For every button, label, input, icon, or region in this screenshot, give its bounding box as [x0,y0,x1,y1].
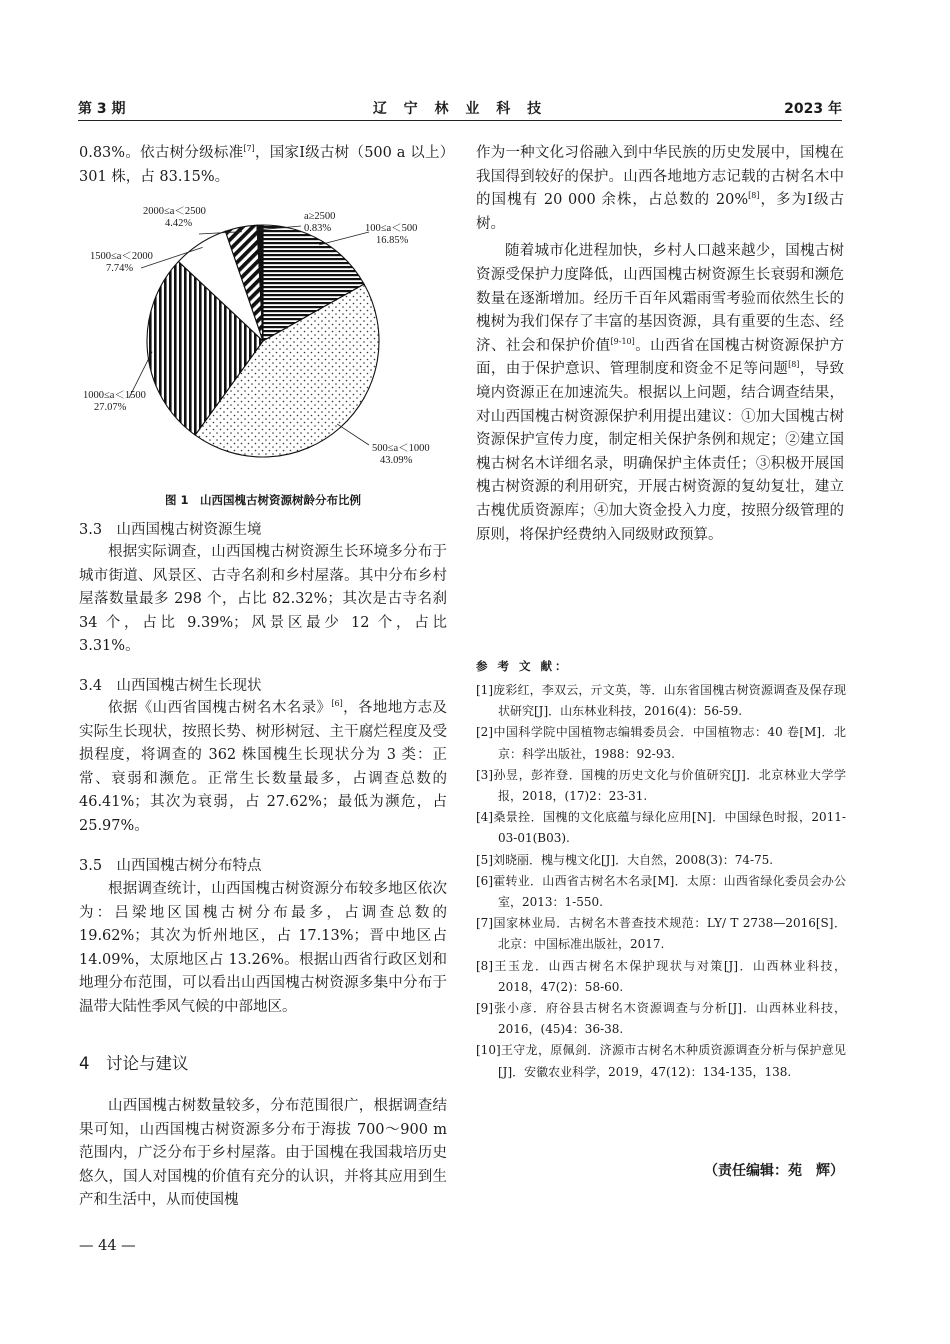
citation: [9-10] [610,336,635,346]
citation: [8] [788,360,800,370]
reference-item: [2]中国科学院中国植物志编辑委员会．中国植物志：40 卷[M]．北京：科学出版社，1988：92-93. [476,725,846,761]
section-3-5-body: 根据调查统计，山西国槐古树资源分布较多地区依次为：吕梁地区国槐古树分布最多，占调查总数的 19.62%；其次为忻州地区，占 17.13%；晋中地区占 14.09%，太原地区占 13.26%。根据山西省行政区划和地理分布范围，可以看出山西国槐古树资源多集中分布于温带大陆性季风气候的中部地区。 [79,881,447,1015]
section-4-body: 山西国槐古树数量较多，分布范围很广，根据调查结果可知，山西国槐古树资源多分布于海拔 700～900 m 范围内，广泛分布于乡村屋落。由于国槐在我国栽培历史悠久，国人对国槐的价值有充分的认识，并将其应用到生产和生活中，从而使国槐 [79,1098,447,1209]
section-3-3-title: 3.3 山西国槐古树资源生境 [79,522,262,538]
citation: [7] [243,144,255,154]
reference-item: [5]刘晓丽．槐与槐文化[J]．大自然，2008(3)：74-75. [476,852,774,867]
year-label: 2023 年 [784,101,842,117]
section-4-title: 4 讨论与建议 [79,1054,189,1073]
citation: [8] [748,191,760,201]
references-title: 参 考 文 献： [476,659,570,673]
slice-label-2000-2500: 2000≤a＜2500 4.42% [143,206,206,229]
journal-name: 辽 宁 林 业 科 技 [372,101,548,117]
pie-chart-figure [79,190,447,490]
left-intro: 0.83%。依古树分级标准[7]，国家Ⅰ级古树（500 a 以上）301 株，占 83.15%。 [79,144,447,185]
section-3-4-body: 依据《山西省国槐古树名木名录》[6]，各地地方志及实际生长现状，按照长势、树形树冠、主干腐烂程度及受损程度，将调查的 362 株国槐生长现状分为 3 类：正常、衰弱和濒危。正常生长数量最多，占调查总数的 46.41%；其次为衰弱，占 27.62%；最低为濒危，占 25.97%。 [79,699,448,834]
leader-line [337,424,369,445]
reference-item: [4]桑景拴．国槐的文化底蕴与绿化应用[N]．中国绿色时报，2011-03-01(B03). [476,810,846,846]
reference-item: [6]霍转业．山西省古树名木名录[M]．太原：山西省绿化委员会办公室，2013：1-550. [476,873,846,910]
section-3-3-body: 根据实际调查，山西国槐古树资源生长环境多分布于城市街道、风景区、古寺名刹和乡村屋落。其中分布乡村屋落数量最多 298 个，占比 82.32%；其次是古寺名刹 34 个，占比 9.39%；风景区最少 12 个，占比 3.31%。 [79,544,447,655]
reference-item: [1]庞彩红，李双云，亓文英，等．山东省国槐古树资源调查及保存现状研究[J]．山东林业科技，2016(4)：56-59. [476,683,846,719]
page-number: — 44 — [79,1238,136,1254]
section-3-4-title: 3.4 山西国槐古树生长现状 [79,678,262,694]
section-3-5-title: 3.5 山西国槐古树分布特点 [79,858,262,874]
figure-caption: 图 1 山西国槐古树资源树龄分布比例 [164,493,361,507]
slice-label-500-1000: 500≤a＜1000 43.09% [372,443,430,466]
reference-item: [7]国家林业局．古树名木普查技术规范：LY/ T 2738—2016[S]．北京：中国标准出版社，2017. [476,916,846,952]
slice-label-1000-1500: 1000≤a＜1500 27.07% [83,390,146,413]
reference-item: [3]孙昱，彭祚登．国槐的历史文化与价值研究[J]．北京林业大学学报，2018，(17)2：23-31. [476,767,846,804]
right-column-text: 作为一种文化习俗融入到中华民族的历史发展中，国槐在我国得到较好的保护。山西各地地方志记载的古树名木中的国槐有 20 000 余株，占总数的 20%[8]，多为Ⅰ级古树。 随着城市化进程加快，乡村人口越来越少，国槐古树资源受保护力度降低，山西国槐古树资源生长衰弱和濒危数量在逐渐增加。经历千百年风霜雨雪考验而依然生长的槐树为我们保存了丰富的基因资源，具有重要的生态、经济、社会和保护价值[9-10]。山西省在国槐古树资源保护方面，由于保护意识、管理制度和资金不足等问题[8]，导致境内资源正在加速流失。根据以上问题，结合调查结果，对山西国槐古树资源保护利用提出建议：①加大国槐古树资源保护宣传力度，制定相关保护条例和规定；②建立国槐古树名木详细名录，明确保护主体责任；③积极开展国槐古树资源的利用研究，开展古树资源的复幼复壮，建立古槐优质资源库；④加大资金投入力度，按照分级管理的原则，将保护经费纳入同级财政预算。 [476,145,845,543]
issue-label: 第 3 期 [78,101,126,117]
references-list [476,680,846,1083]
reference-item: [9]张小彦．府谷县古树名木资源调查与分析[J]．山西林业科技，2016，(45)4：36-38. [476,1001,846,1037]
citation: [6] [331,699,343,709]
running-header [78,96,842,121]
reference-item: [10]王守龙，原佩剑．济源市古树名木种质资源调查分析与保护意见[J]．安徽农业科学，2019，47(12)：134-135，138. [476,1043,846,1079]
reference-item: [8]王玉龙．山西古树名木保护现状与对策[J]．山西林业科技，2018，47(2)：58-60. [476,958,846,994]
slice-label-100-500: 100≤a＜500 16.85% [365,223,418,246]
responsible-editor: （责任编辑：苑 辉） [704,1163,844,1179]
slice-label-2500-plus: a≥2500 0.83% [304,211,336,234]
slice-label-1500-2000: 1500≤a＜2000 7.74% [90,251,153,274]
